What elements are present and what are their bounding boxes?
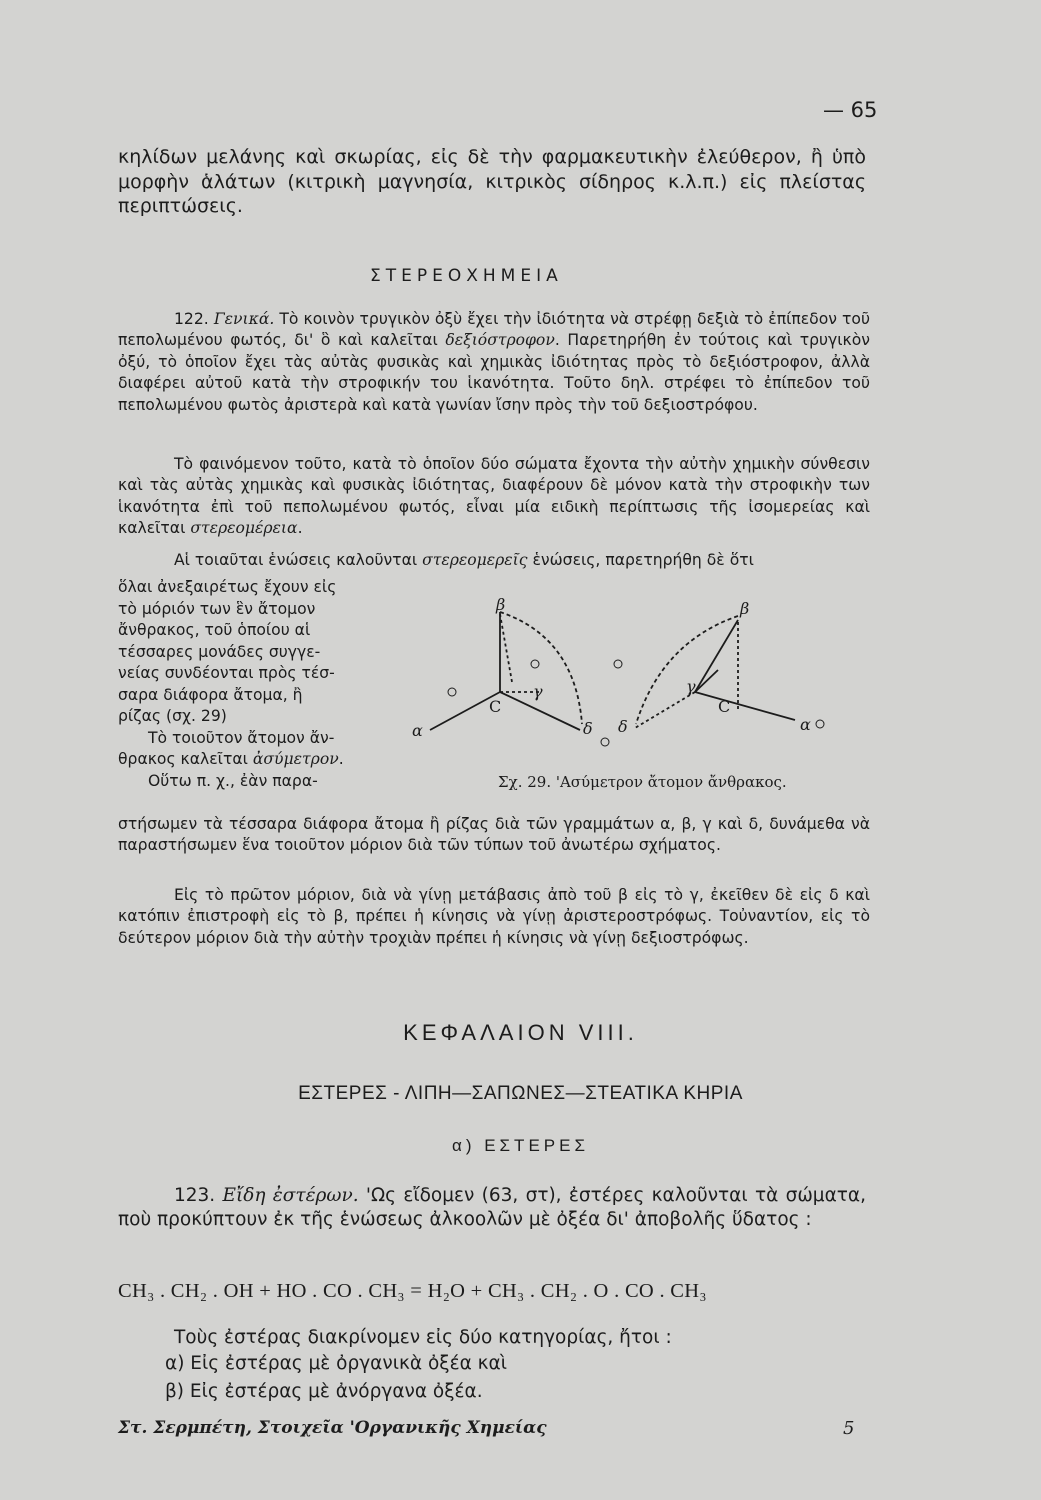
- label-delta-left: δ: [583, 719, 593, 738]
- section-title: ΣΤΕΡΕΟΧΗΜΕΙΑ: [370, 266, 563, 286]
- arc-left: [500, 612, 582, 724]
- bond-delta-right: [635, 692, 695, 728]
- figure-caption: Σχ. 29. 'Ασύμετρον ἄτομον ἄνθρακος.: [498, 773, 787, 791]
- bond-alpha-right: [695, 692, 795, 720]
- dot-marker: [614, 660, 622, 668]
- bond-beta-right: [695, 620, 738, 692]
- text: 'Ως εἴδομεν (63, στ), ἐστέρες καλοῦνται τὰ σώματα, ποὺ προκύπτουν ἐκ τῆς ἑνώσεως ἀλκοολῶν μὲ ὀξέα δι' ἀποβολῆς ὕδατος :: [118, 1185, 866, 1230]
- figure-side-text: [118, 577, 383, 792]
- text: Τὸ κοινὸν τρυγικὸν ὀξὺ ἔχει τὴν ἰδιότητα νὰ στρέφῃ δεξιὰ τὸ ἐπίπεδον τοῦ πεπολωμένου φωτός, δι' ὃ καὶ καλεῖται: [118, 310, 870, 350]
- path-beta-gamma-left: [500, 614, 512, 682]
- intro-paragraph: κηλίδων μελάνης καὶ σκωρίας, εἰς δὲ τὴν φαρμακευτικὴν ἐλεύθερον, ἢ ὑπὸ μορφὴν ἁλάτων (κιτρικὴ μαγνησία, κιτρικὸς σίδηρος κ.λ.π.) εἰς πλείστας περιπτώσεις.: [118, 146, 866, 217]
- classes-intro: Τοὺς ἐστέρας διακρίνομεν εἰς δύο κατηγορίας, ἤτοι :: [174, 1327, 672, 1348]
- paragraph-stereomereis: [118, 550, 870, 571]
- line: [118, 749, 383, 771]
- sub-heading: α) ΕΣΤΕΡΕΣ: [452, 1136, 589, 1155]
- asymmetric-carbon-figure: [400, 592, 840, 762]
- dot-marker: [601, 738, 609, 746]
- line: τέσσαρες μονάδες συγγε-: [118, 642, 321, 661]
- line: νείας συνδέονται πρὸς τέσ-: [118, 664, 335, 682]
- text: .: [338, 750, 344, 768]
- line: σαρα διάφορα ἄτομα, ἢ: [118, 685, 303, 704]
- label-carbon-right: C: [718, 697, 731, 716]
- label-carbon-left: C: [489, 697, 502, 716]
- text: .: [297, 519, 303, 538]
- section-number: 122.: [174, 310, 209, 328]
- paragraph-letters: στήσωμεν τὰ τέσσαρα διάφορα ἄτομα ἢ ρίζας διὰ τῶν γραμμάτων α, β, γ καὶ δ, δυνάμεθα νὰ παραστήσωμεν ἕνα τοιοῦτον μόριον διὰ τῶν τύπων τοῦ ἀνωτέρω σχήματος.: [118, 815, 870, 855]
- text: θρακος καλεῖται: [118, 750, 253, 768]
- term: δεξιόστροφον: [445, 331, 555, 350]
- section-heading: Εἴδη ἐστέρων.: [222, 1185, 359, 1206]
- label-alpha-left: α: [412, 721, 423, 740]
- esterification-formula: CH₃ . CH₂ . OH + HO . CO . CH₃ = H₂O + CH₃ . CH₂ . O . CO . CH₃: [118, 1280, 707, 1302]
- term: στερεομερεῖς: [422, 551, 528, 569]
- label-gamma-left: γ: [533, 682, 543, 701]
- chapter-title: ΕΣΤΕΡΕΣ - ΛΙΠΗ—ΣΑΠΩΝΕΣ—ΣΤΕΑΤΙΚΑ ΚΗΡΙΑ: [298, 1083, 743, 1104]
- list-item: α) Εἰς ἐστέρας μὲ ὀργανικὰ ὀξέα καὶ: [165, 1353, 508, 1374]
- label-gamma-right: γ: [686, 677, 696, 696]
- text: . Παρετηρήθη ἐν τούτοις καὶ τρυγικὸν ὀξύ, τὸ ὁποῖον ἔχει τὰς αὐτὰς φυσικὰς καὶ χημικὰς ἰδιότητας πρὸς τὸ δεξιόστροφον, ἀλλὰ διαφέρει αὐτοῦ κατὰ τὴν στροφικήν του ἱκανότητα. Τοῦτο δηλ. στρέφει τὸ ἐπίπεδον τοῦ πεπολωμένου φωτὸς ἀριστερὰ καὶ κατὰ γωνίαν ἴσην πρὸς τὴν τοῦ δεξιοστρόφου.: [118, 331, 870, 414]
- text: Τὸ φαινόμενον τοῦτο, κατὰ τὸ ὁποῖον δύο σώματα ἔχοντα τὴν αὐτὴν χημικὴν σύνθεσιν καὶ τὰς αὐτὰς χημικὰς καὶ φυσικὰς ἰδιότητας, διαφέρουν δὲ μόνον κατὰ τὴν στροφικὴν των ἱκανότητα ἐπὶ τοῦ πεπολωμένου φωτός, εἶναι μία ειδικὴ περίπτωσις τῆς ἰσομερείας καὶ καλεῖται: [118, 455, 870, 538]
- paragraph-rotation: Εἰς τὸ πρῶτον μόριον, διὰ νὰ γίνῃ μετάβασις ἀπὸ τοῦ β εἰς τὸ γ, ἐκεῖθεν δὲ εἰς δ καὶ κατόπιν ἐπιστροφὴ εἰς τὸ β, πρέπει ἡ κίνησις νὰ γίνῃ ἀριστεροστρόφως. Τοὐναντίον, εἰς τὸ δεύτερον μόριον διὰ τὴν αὐτὴν τροχιὰν πρέπει ἡ κίνησις νὰ γίνῃ δεξιοστρόφως.: [118, 886, 870, 947]
- text: ἑνώσεις, παρετηρήθη δὲ ὅτι: [527, 551, 754, 569]
- term: στερεομέρεια: [190, 519, 298, 538]
- paragraph-123: [118, 1184, 866, 1231]
- list-item: β) Εἰς ἐστέρας μὲ ἀνόργανα ὀξέα.: [165, 1381, 483, 1402]
- text: Αἱ τοιαῦται ἑνώσεις καλοῦνται: [174, 551, 423, 569]
- label-beta-right: β: [740, 599, 750, 618]
- section-number: 123.: [174, 1185, 216, 1206]
- section-heading: Γενικά.: [213, 310, 275, 328]
- line: Τὸ τοιοῦτον ἄτομον ἄν-: [148, 728, 335, 747]
- label-alpha-right: α: [800, 715, 811, 734]
- chapter-number: ΚΕΦΑΛΑΙΟΝ VIII.: [403, 1020, 638, 1045]
- dot-marker: [531, 660, 539, 668]
- footer-source: Στ. Σερμπέτη, Στοιχεῖα 'Οργανικῆς Χημείας: [118, 1418, 547, 1438]
- label-delta-right: δ: [618, 717, 628, 736]
- dot-marker: [816, 720, 824, 728]
- paragraph-122: [118, 309, 870, 416]
- line: ἄνθρακος, τοῦ ὁποίου αἱ: [118, 621, 311, 639]
- line: τὸ μόριόν των ἓν ἄτομον: [118, 599, 316, 618]
- paragraph-stereomeria: [118, 454, 870, 540]
- label-beta-left: β: [496, 595, 506, 614]
- footer-sheet-number: 5: [843, 1418, 855, 1439]
- line: ὅλαι ἀνεξαιρέτως ἔχουν εἰς: [118, 578, 337, 596]
- line: ρίζας (σχ. 29): [118, 707, 227, 725]
- dot-marker: [448, 688, 456, 696]
- line: Οὕτω π. χ., ἐὰν παρα-: [148, 771, 318, 790]
- term: ἀσύμετρον: [252, 750, 339, 768]
- page-number: — 65: [823, 98, 878, 122]
